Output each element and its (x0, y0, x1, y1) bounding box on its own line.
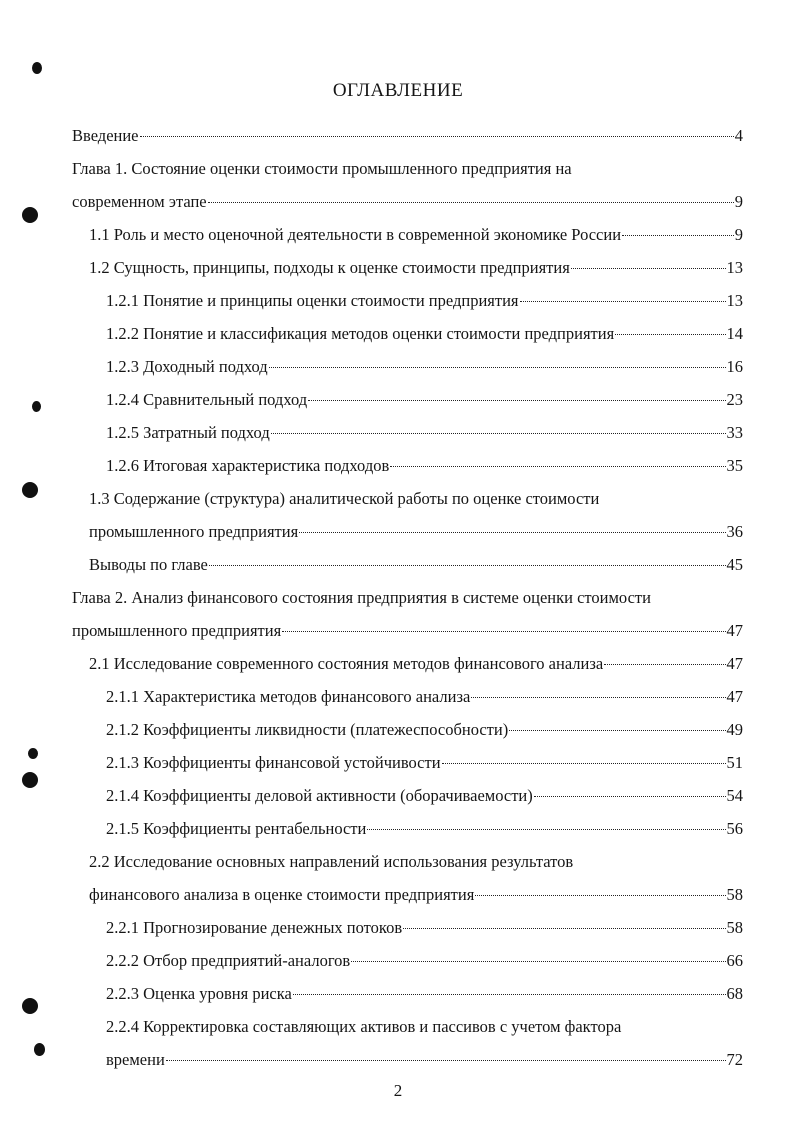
toc-entry (106, 323, 743, 345)
dot-leader (475, 895, 725, 896)
dot-leader (534, 796, 726, 797)
toc-entry (106, 983, 743, 1005)
toc-entry (106, 917, 743, 939)
toc-entry (106, 686, 743, 708)
toc-entry-label: 1.2.1 Понятие и принципы оценки стоимости предприятия (106, 291, 519, 310)
toc-entry-page: 45 (726, 555, 743, 574)
toc-entry (106, 455, 743, 477)
toc-entry-label: 2.1 Исследование современного состояния методов финансового анализа (89, 654, 604, 673)
toc-entry (106, 719, 743, 741)
toc-entry-label: 2.2.2 Отбор предприятий-аналогов (106, 951, 351, 970)
toc-entry-page: 16 (726, 357, 743, 376)
dot-leader (367, 829, 725, 830)
toc-entry-label: 1.2.2 Понятие и классификация методов оценки стоимости предприятия (106, 324, 615, 343)
toc-entry-page: 4 (734, 126, 743, 145)
toc-entry (72, 191, 743, 213)
toc-entry-page: 35 (726, 456, 743, 475)
toc-entry-label: промышленного предприятия (89, 522, 299, 541)
toc-entry-label-line: 2.2.4 Корректировка составляющих активов и пассивов с учетом фактора (106, 1017, 622, 1036)
toc-entry-label: 1.2.4 Сравнительный подход (106, 390, 308, 409)
dot-leader (403, 928, 725, 929)
toc-entry-label: 1.2.6 Итоговая характеристика подходов (106, 456, 390, 475)
toc-entry (89, 653, 743, 675)
toc-entry-page: 72 (726, 1050, 743, 1069)
dot-leader (269, 367, 726, 368)
toc-entry-page: 51 (726, 753, 743, 772)
toc-entry (72, 125, 743, 147)
dot-leader (471, 697, 725, 698)
dot-leader (571, 268, 726, 269)
toc-entry-page: 9 (734, 225, 743, 244)
toc-entry-label: Выводы по главе (89, 555, 208, 574)
toc-entry-label: 1.2 Сущность, принципы, подходы к оценке стоимости предприятия (89, 258, 570, 277)
dot-leader (442, 763, 726, 764)
toc-entry (106, 818, 743, 840)
toc-entry-page: 23 (726, 390, 743, 409)
dot-leader (390, 466, 725, 467)
toc-entry-label: 2.1.5 Коэффициенты рентабельности (106, 819, 367, 838)
toc-entry (106, 950, 743, 972)
toc-entry-label: 2.2.1 Прогнозирование денежных потоков (106, 918, 403, 937)
binder-hole (22, 207, 38, 223)
toc-entry-page: 54 (726, 786, 743, 805)
toc-entry-page: 66 (726, 951, 743, 970)
toc-entry (89, 224, 743, 246)
dot-leader (615, 334, 725, 335)
dot-leader (308, 400, 725, 401)
toc-entry-page: 68 (726, 984, 743, 1003)
toc-entry (106, 290, 743, 312)
binder-hole (28, 748, 38, 759)
toc-entry-label: промышленного предприятия (72, 621, 282, 640)
dot-leader (140, 136, 734, 137)
toc-entry (106, 752, 743, 774)
toc-entry-label-line: 2.2 Исследование основных направлений использования результатов (89, 852, 574, 871)
binder-hole (22, 772, 38, 788)
toc-entry-label-line: 1.3 Содержание (структура) аналитической работы по оценке стоимости (89, 489, 600, 508)
dot-leader (351, 961, 725, 962)
binder-hole (32, 401, 41, 412)
toc-entry-page: 9 (734, 192, 743, 211)
dot-leader (520, 301, 726, 302)
dot-leader (293, 994, 726, 995)
toc-entry-label: 1.2.5 Затратный подход (106, 423, 270, 442)
dot-leader (604, 664, 725, 665)
dot-leader (282, 631, 725, 632)
toc-entry-page: 58 (726, 885, 743, 904)
dot-leader (209, 565, 726, 566)
toc-entry-label: финансового анализа в оценке стоимости предприятия (89, 885, 475, 904)
toc-entry-page: 33 (726, 423, 743, 442)
toc-entry-label: 2.1.1 Характеристика методов финансового анализа (106, 687, 471, 706)
dot-leader (166, 1060, 726, 1061)
binder-hole (34, 1043, 45, 1056)
toc-entry-page: 58 (726, 918, 743, 937)
binder-hole (22, 482, 38, 498)
page-title: ОГЛАВЛЕНИЕ (332, 80, 464, 101)
dot-leader (299, 532, 725, 533)
toc-entry-label: современном этапе (72, 192, 207, 211)
toc-entry-label: 2.1.3 Коэффициенты финансовой устойчивости (106, 753, 441, 772)
dot-leader (208, 202, 734, 203)
toc-entry-page: 47 (726, 621, 743, 640)
dot-leader (622, 235, 734, 236)
binder-hole (22, 998, 38, 1014)
toc-entry (106, 356, 743, 378)
toc-entry-label: 1.1 Роль и место оценочной деятельности в современной экономике России (89, 225, 622, 244)
toc-entry-page: 47 (726, 687, 743, 706)
binder-hole (32, 62, 42, 74)
toc-entry (106, 389, 743, 411)
toc-entry (72, 620, 743, 642)
toc-entry (89, 554, 743, 576)
dot-leader (271, 433, 726, 434)
toc-entry-page: 13 (726, 291, 743, 310)
toc-entry (106, 1049, 743, 1071)
toc-entry (89, 257, 743, 279)
toc-entry-label: 1.2.3 Доходный подход (106, 357, 268, 376)
toc-entry-label-line: Глава 1. Состояние оценки стоимости промышленного предприятия на (72, 159, 572, 178)
toc-entry-label: 2.2.3 Оценка уровня риска (106, 984, 292, 1003)
toc-entry-page: 14 (726, 324, 743, 343)
toc-entry (89, 521, 743, 543)
toc-entry-label: Введение (72, 126, 139, 145)
toc-entry (106, 785, 743, 807)
toc-entry (106, 422, 743, 444)
toc-entry-page: 49 (726, 720, 743, 739)
toc-entry-label-line: Глава 2. Анализ финансового состояния предприятия в системе оценки стоимости (72, 588, 651, 607)
toc-entry-page: 13 (726, 258, 743, 277)
toc-entry-label: времени (106, 1050, 165, 1069)
toc-entry-page: 56 (726, 819, 743, 838)
toc-entry-label: 2.1.2 Коэффициенты ликвидности (платежеспособности) (106, 720, 509, 739)
toc-entry-page: 36 (726, 522, 743, 541)
toc-entry-label: 2.1.4 Коэффициенты деловой активности (оборачиваемости) (106, 786, 533, 805)
toc-entry-page: 47 (726, 654, 743, 673)
page-number: 2 (393, 1081, 403, 1100)
dot-leader (509, 730, 725, 731)
toc-entry (89, 884, 743, 906)
